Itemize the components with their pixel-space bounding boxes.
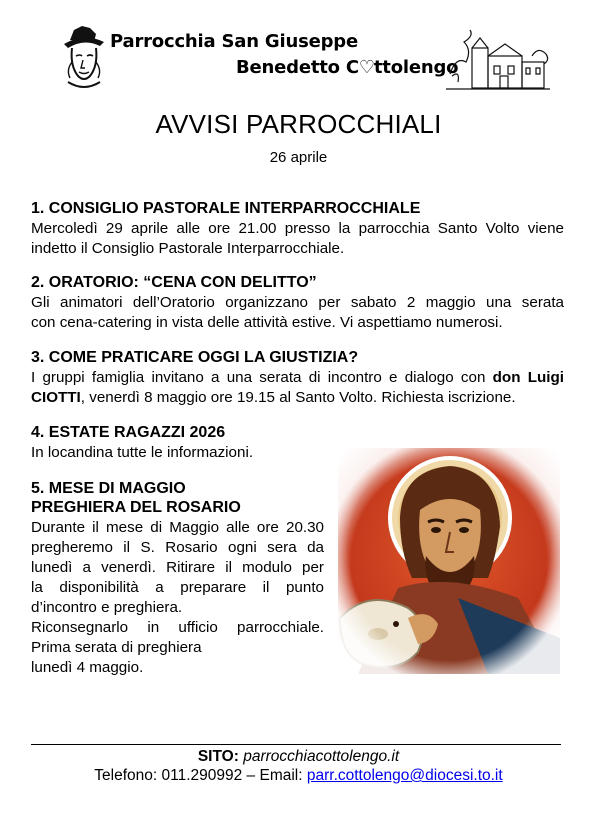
site-url[interactable]: parrocchiacottolengo.it (243, 748, 400, 765)
section-5-line-2: pregheremo il S. Rosario ogni sera da (31, 539, 324, 556)
section-4-heading: 4. ESTATE RAGAZZI 2026 (31, 424, 226, 441)
section-5-line-8: lunedì 4 maggio. (31, 659, 144, 676)
section-5-line-5: d’incontro e preghiera. (31, 599, 183, 616)
section-2-heading: 2. ORATORIO: “CENA CON DELITTO” (31, 274, 317, 291)
section-1-heading: 1. CONSIGLIO PASTORALE INTERPARROCCHIALE (31, 200, 421, 217)
speaker-name-part2: CIOTTI (31, 389, 81, 406)
section-4-line-1: In locandina tutte le informazioni. (31, 444, 254, 461)
parish-name-line2 (236, 57, 458, 78)
email-link[interactable]: parr.cottolengo@diocesi.to.it (306, 767, 503, 784)
section-5-body (31, 518, 324, 678)
section-5-line-7: Prima serata di preghiera (31, 639, 202, 656)
footer-divider (31, 744, 561, 745)
section-5-heading-2: PREGHIERA DEL ROSARIO (31, 499, 241, 516)
date-label: 26 aprile (269, 149, 328, 166)
section-3-heading: 3. COME PRATICARE OGGI LA GIUSTIZIA? (31, 349, 359, 366)
section-2-line-1: Gli animatori dell’Oratorio organizzano per sabato 2 maggio una serata (31, 294, 564, 311)
parish-name-line2-post: ttolengo (373, 57, 459, 78)
parish-name-line1: Parrocchia San Giuseppe (110, 31, 358, 52)
contact-phone-text: Telefono: 011.290992 – Email: (94, 767, 307, 784)
footer-contact (0, 767, 597, 785)
section-2-line-2: con cena-catering in vista delle attività estive. Vi aspettiamo numerosi. (31, 314, 503, 331)
footer-site (0, 748, 597, 766)
page-title: AVVISI PARROCCHIALI (155, 109, 442, 139)
speaker-name-part1: don Luigi (492, 369, 564, 386)
section-2-body (31, 293, 564, 333)
section-4-body (31, 443, 253, 463)
section-5-line-6: Riconsegnarlo in ufficio parrocchiale. (31, 619, 324, 636)
heart-icon: ♡ (358, 57, 375, 78)
site-label: SITO: (197, 748, 239, 765)
section-5-heading-1: 5. MESE DI MAGGIO (31, 480, 186, 497)
section-5-line-3: lunedì a venerdì. Ritirare il modulo per (31, 559, 324, 576)
church-building-sketch (446, 26, 550, 96)
section-5-line-1: Durante il mese di Maggio alle ore 20.30 (31, 519, 324, 536)
section-3-line-2 (31, 388, 564, 408)
section-3-line-1-text: I gruppi famiglia invitano a una serata di incontro e dialogo con (31, 369, 493, 386)
section-1-body (31, 219, 564, 259)
parish-name-line2-pre: Benedetto C (236, 57, 359, 78)
section-3-line-2-text: , venerdì 8 maggio ore 19.15 al Santo Volto. Richiesta iscrizione. (80, 389, 516, 406)
section-3-body (31, 368, 564, 408)
good-shepherd-icon-painting (338, 448, 560, 674)
section-5-line-4: la disponibilità a preparare il punto (31, 579, 324, 596)
section-1-line-2: indetto il Consiglio Pastorale Interparrocchiale. (31, 240, 345, 257)
section-1-line-1: Mercoledì 29 aprile alle ore 21.00 presso la parrocchia Santo Volto viene (31, 220, 564, 237)
priest-portrait-logo (60, 22, 108, 92)
section-3-line-1 (31, 368, 564, 388)
